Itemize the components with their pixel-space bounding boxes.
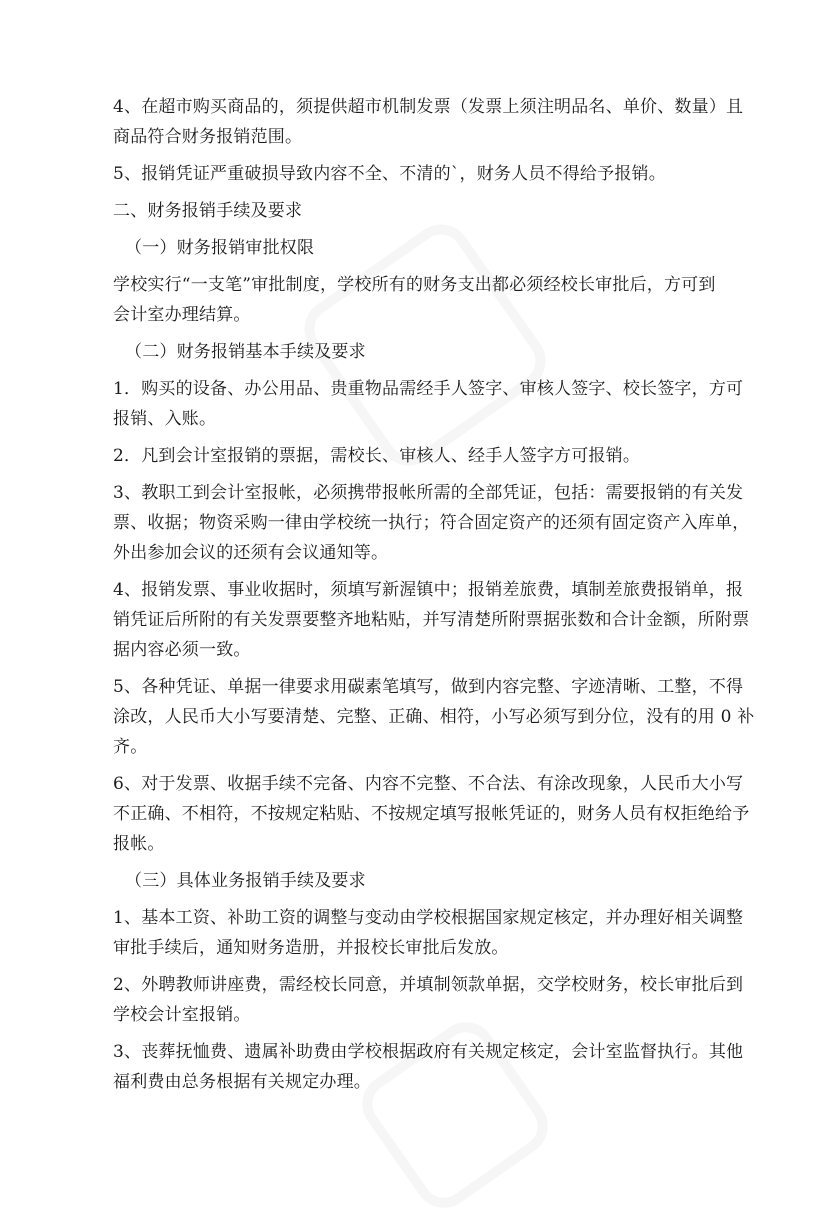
text-line: 据内容必须一致。 — [113, 640, 251, 660]
text-line: 报帐。 — [113, 834, 165, 854]
paragraph — [113, 575, 750, 665]
text-line: 3、教职工到会计室报帐，必须携带报帐所需的全部凭证，包括：需要报销的有关发 — [113, 483, 744, 503]
text-line: 福利费由总务根据有关规定办理。 — [113, 1072, 371, 1092]
text-line: 4、在超市购买商品的，须提供超市机制发票（发票上须注明品名、单价、数量）且 — [113, 97, 744, 117]
paragraph — [113, 672, 755, 762]
paragraph — [113, 92, 744, 152]
section-heading — [113, 196, 719, 226]
paragraph — [113, 270, 719, 330]
paragraph — [113, 903, 744, 963]
paragraph — [113, 769, 750, 859]
text-line: （一）财务报销审批权限 — [125, 238, 315, 258]
paragraph — [113, 441, 719, 471]
subsection-heading — [113, 866, 719, 896]
text-line: 商品符合财务报销范围。 — [113, 127, 303, 147]
text-line: 审批手续后，通知财务造册，并报校长审批后发放。 — [113, 938, 509, 958]
paragraph — [113, 374, 744, 434]
text-line: 外出参加会议的还须有会议通知等。 — [113, 543, 389, 563]
text-line: 2．凡到会计室报销的票据，需校长、审核人、经手人签字方可报销。 — [113, 446, 641, 466]
text-line: 4、报销发票、事业收据时，须填写新渥镇中；报销差旅费，填制差旅费报销单，报 — [113, 580, 744, 600]
text-line: 涂改，人民币大小写要清楚、完整、正确、相符，小写必须写到分位，没有的用 0 补 — [113, 707, 755, 727]
text-line: 报销、入账。 — [113, 409, 217, 429]
text-line: （二）财务报销基本手续及要求 — [125, 342, 366, 362]
text-line: 销凭证后所附的有关发票要整齐地粘贴，并写清楚所附票据张数和合计金额，所附票 — [113, 610, 750, 630]
text-line: 票、收据；物资采购一律由学校统一执行；符合固定资产的还须有固定资产入库单， — [113, 513, 750, 533]
text-line: 3、丧葬抚恤费、遗属补助费由学校根据政府有关规定核定，会计室监督执行。其他 — [113, 1042, 744, 1062]
paragraph — [113, 478, 750, 568]
subsection-heading — [113, 337, 719, 367]
text-line: （三）具体业务报销手续及要求 — [125, 871, 366, 891]
text-line: 1、基本工资、补助工资的调整与变动由学校根据国家规定核定，并办理好相关调整 — [113, 908, 744, 928]
text-line: 5、报销凭证严重破损导致内容不全、不清的`，财务人员不得给予报销。 — [113, 164, 666, 184]
text-line: 会计室办理结算。 — [113, 305, 251, 325]
text-line: 6、对于发票、收据手续不完备、内容不完整、不合法、有涂改现象，人民币大小写 — [113, 774, 744, 794]
text-line: 5、各种凭证、单据一律要求用碳素笔填写，做到内容完整、字迹清晰、工整，不得 — [113, 677, 744, 697]
text-line: 不正确、不相符，不按规定粘贴、不按规定填写报帐凭证的，财务人员有权拒绝给予 — [113, 804, 750, 824]
text-line: 学校实行“一支笔”审批制度，学校所有的财务支出都必须经校长审批后，方可到 — [113, 275, 716, 295]
document-body — [113, 92, 755, 1104]
paragraph — [113, 159, 719, 189]
text-line: 齐。 — [113, 737, 148, 757]
text-line: 1．购买的设备、办公用品、贵重物品需经手人签字、审核人签字、校长签字，方可 — [113, 379, 744, 399]
text-line: 2、外聘教师讲座费，需经校长同意，并填制领款单据，交学校财务，校长审批后到 — [113, 975, 744, 995]
subsection-heading — [113, 233, 719, 263]
paragraph — [113, 1037, 744, 1097]
text-line: 二、财务报销手续及要求 — [113, 201, 303, 221]
text-line: 学校会计室报销。 — [113, 1005, 251, 1025]
paragraph — [113, 970, 744, 1030]
